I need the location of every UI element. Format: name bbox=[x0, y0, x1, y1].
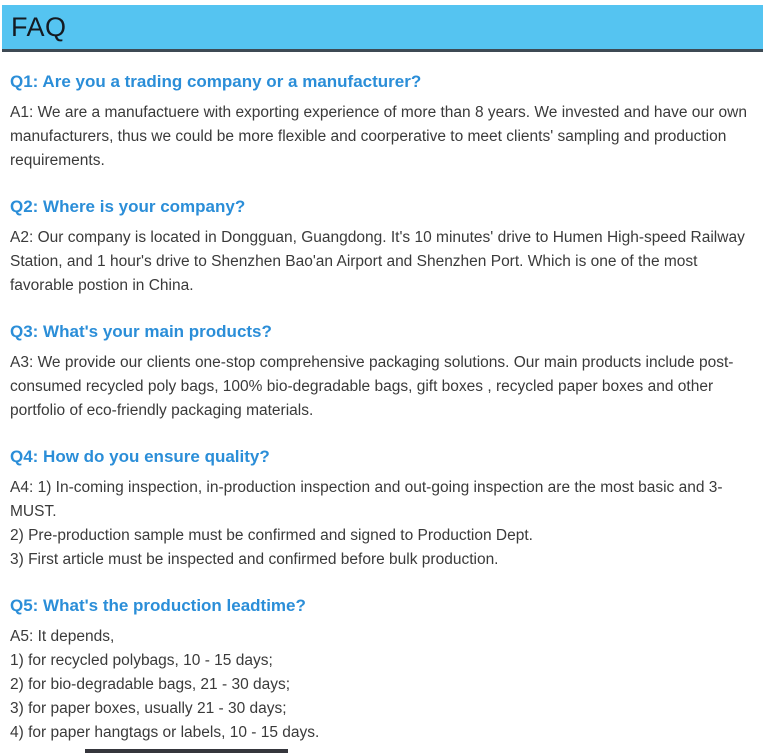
faq-answer-line: A2: Our company is located in Dongguan, Guangdong. It's 10 minutes' drive to Humen High-speed Railway Station, and 1 hour's drive to Shenzhen Bao'an Airport and Shenzhen Port. Which is one of the most favorable postion in China. bbox=[10, 229, 745, 294]
faq-header-bar bbox=[2, 5, 763, 52]
faq-question: Q1: Are you a trading company or a manufacturer? bbox=[10, 72, 422, 91]
faq-answer-line: 2) Pre-production sample must be confirmed and signed to Production Dept. bbox=[10, 527, 533, 544]
faq-section-q4 bbox=[10, 447, 755, 572]
faq-answer-line: 2) for bio-degradable bags, 21 - 30 days; bbox=[10, 676, 291, 693]
faq-section-q2 bbox=[10, 197, 755, 298]
page-title: FAQ bbox=[11, 11, 67, 42]
faq-section-q3 bbox=[10, 322, 755, 423]
faq-answer-line: 1) for recycled polybags, 10 - 15 days; bbox=[10, 652, 273, 669]
faq-question: Q2: Where is your company? bbox=[10, 197, 246, 216]
faq-answer-line: 3) First article must be inspected and confirmed before bulk production. bbox=[10, 551, 499, 568]
faq-answer-line: 3) for paper boxes, usually 21 - 30 days; bbox=[10, 700, 287, 717]
faq-answer-line: A3: We provide our clients one-stop comprehensive packaging solutions. Our main products include post-consumed recycled poly bags, 100% bio-degradable bags, gift boxes , recycled paper boxes and other portfolio of eco-friendly packaging materials. bbox=[10, 354, 734, 419]
faq-section-q5 bbox=[10, 596, 755, 745]
faq-question: Q4: How do you ensure quality? bbox=[10, 447, 270, 466]
faq-answer-line: A5: It depends, bbox=[10, 628, 115, 645]
faq-content bbox=[0, 52, 765, 745]
faq-section-q1 bbox=[10, 72, 755, 173]
faq-answer-line: 4) for paper hangtags or labels, 10 - 15 days. bbox=[10, 724, 320, 741]
faq-question: Q5: What's the production leadtime? bbox=[10, 596, 306, 615]
faq-answer-line: A4: 1) In-coming inspection, in-production inspection and out-going inspection are the most basic and 3-MUST. bbox=[10, 479, 723, 520]
next-section-partial-bar bbox=[85, 749, 288, 753]
faq-question: Q3: What's your main products? bbox=[10, 322, 272, 341]
faq-answer-line: A1: We are a manufactuere with exporting experience of more than 8 years. We invested and have our own manufacturers, thus we could be more flexible and coorperative to meet clients' sampling and production requirements. bbox=[10, 104, 747, 169]
